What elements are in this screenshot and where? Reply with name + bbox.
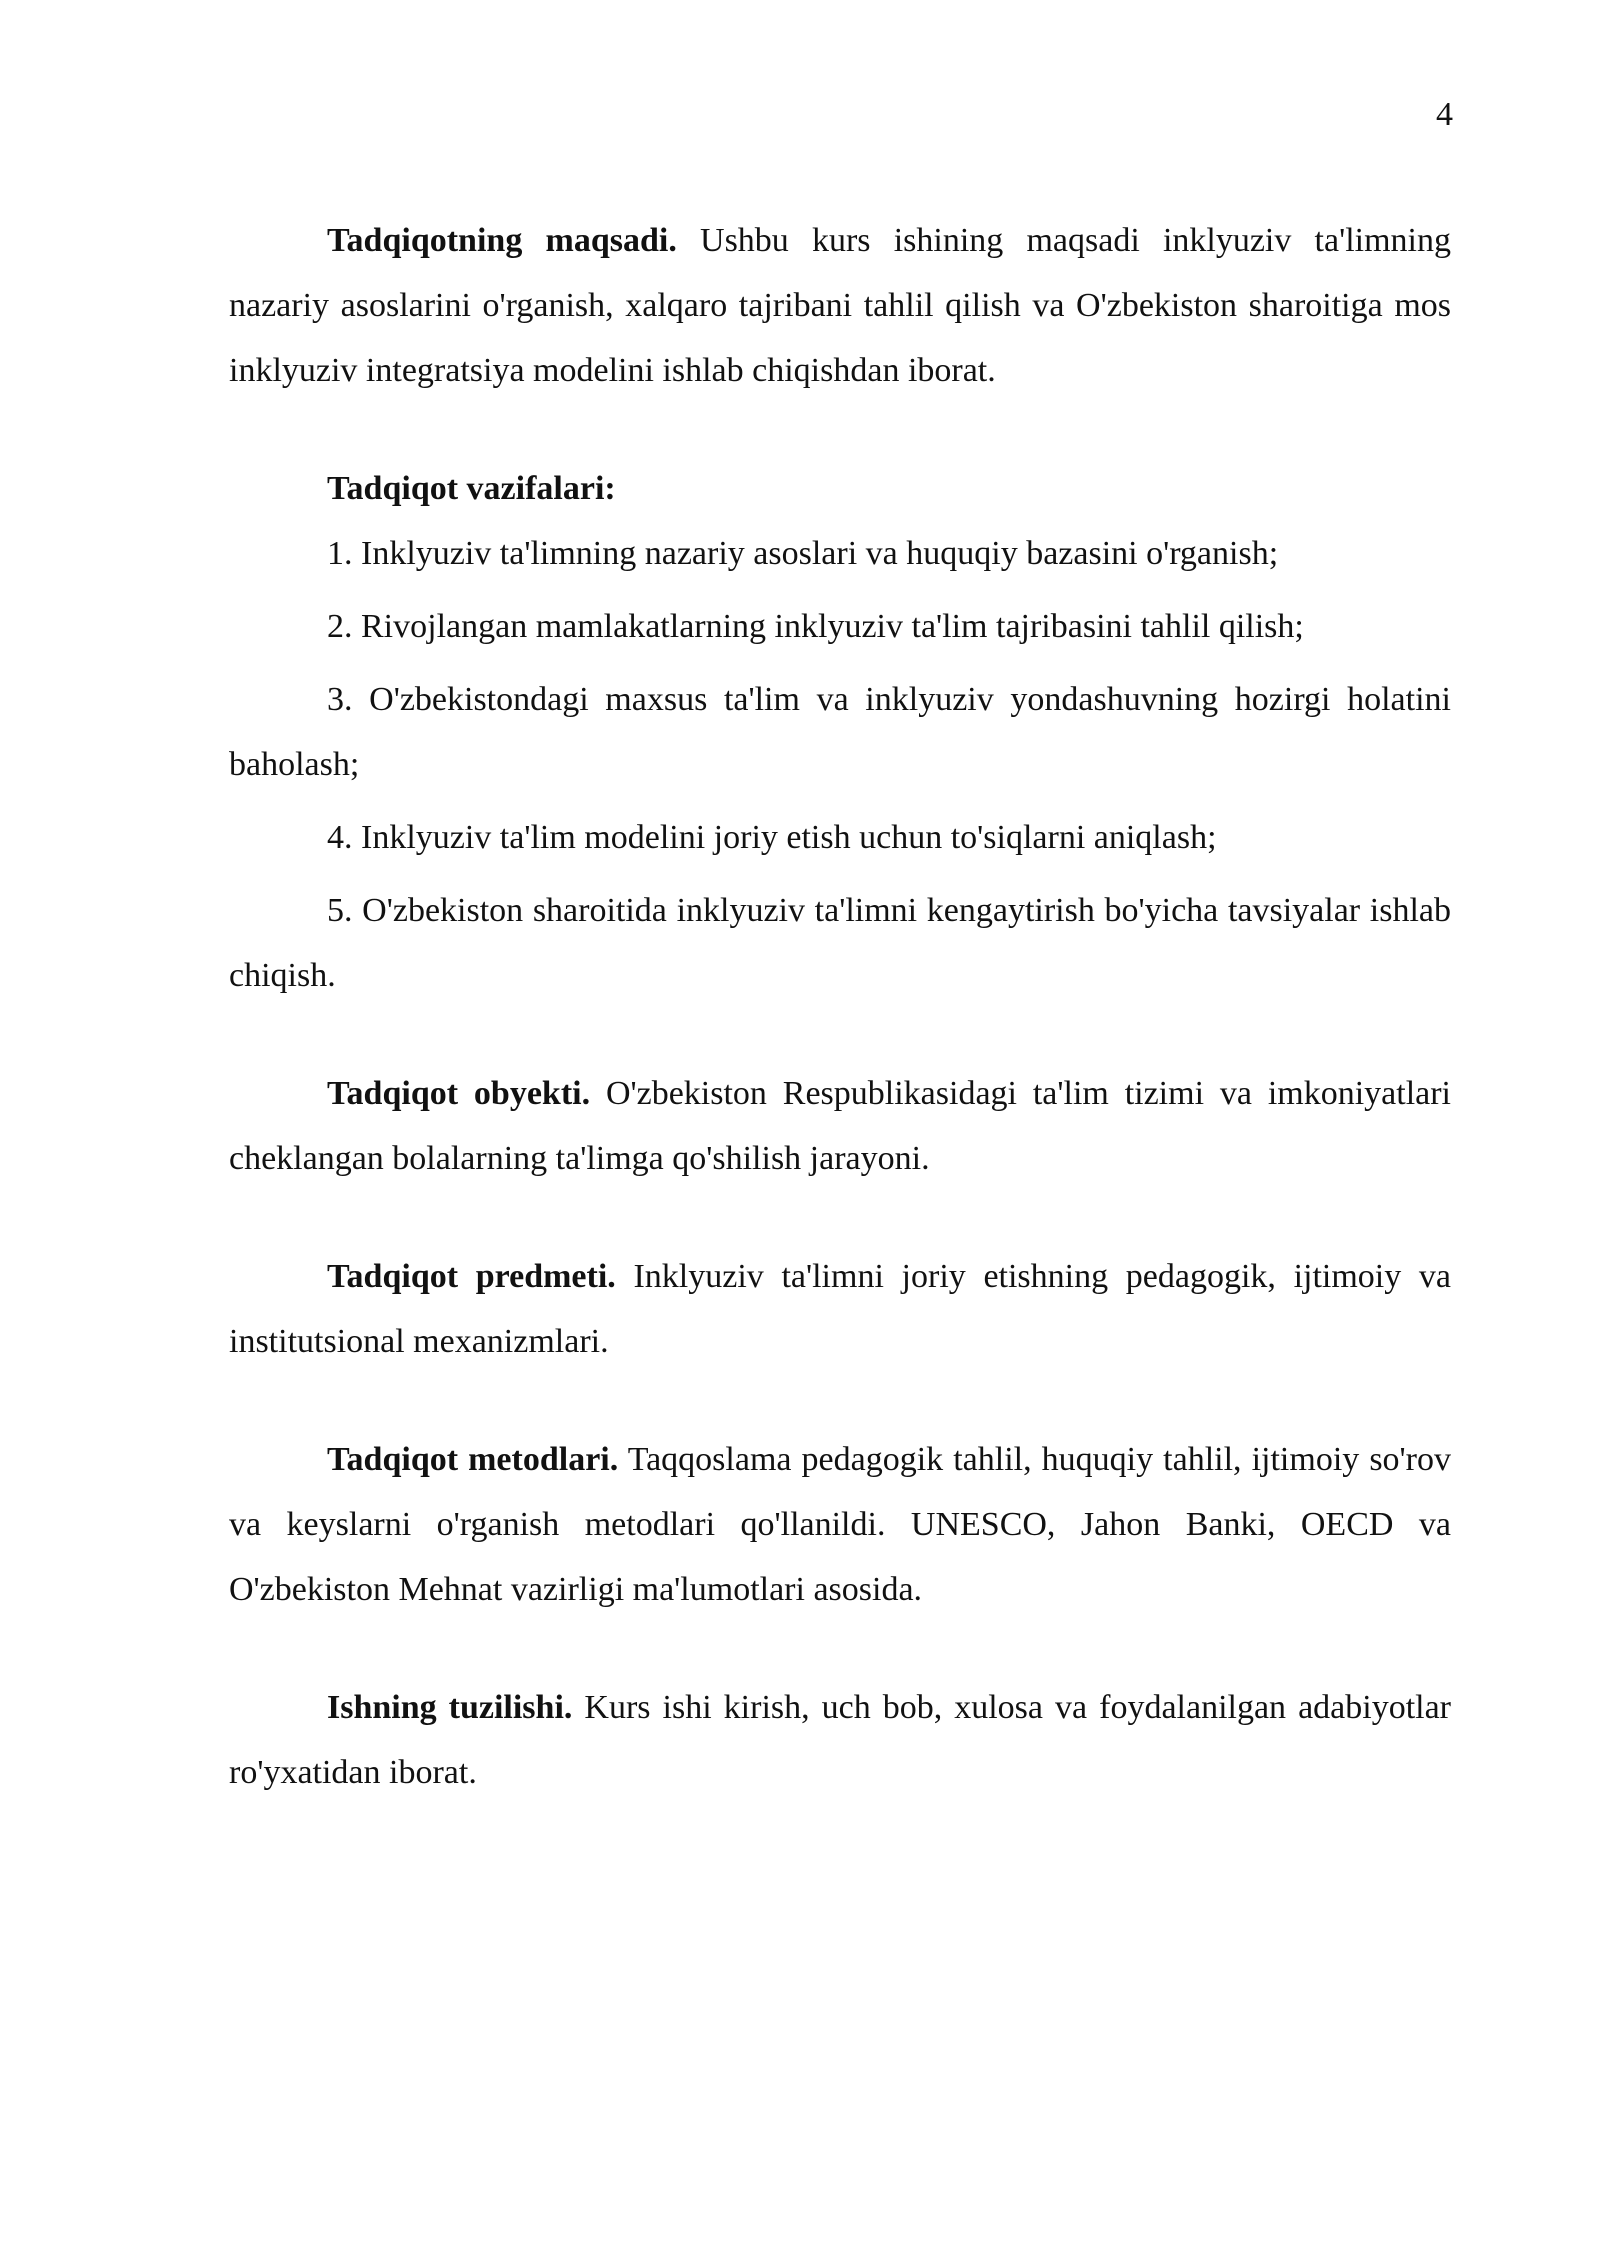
task-item-1: 1. Inklyuziv ta'limning nazariy asoslari va huquqiy bazasini o'rganish;: [327, 535, 1279, 572]
structure-paragraph: [229, 1675, 1451, 1805]
structure-text: Kurs ishi kirish, uch bob, xulosa va foydalanilgan adabiyotlar ro'yxatidan iborat.: [229, 1689, 1451, 1791]
task-item-5: 5. O'zbekiston sharoitida inklyuziv ta'limni kengaytirish bo'yicha tavsiyalar ishlab chiqish.: [229, 892, 1451, 994]
tasks-list: [229, 521, 1451, 1008]
goal-text: Ushbu kurs ishining maqsadi inklyuziv ta'limning nazariy asoslarini o'rganish, xalqaro tajribani tahlil qilish va O'zbekiston sharoitiga mos inklyuziv integratsiya modelini ishlab chiqishdan iborat.: [229, 222, 1452, 389]
section-spacer: [229, 403, 1451, 456]
structure-heading: Ishning tuzilishi.: [327, 1689, 573, 1726]
goal-heading: Tadqiqotning maqsadi.: [327, 222, 677, 259]
section-spacer: [229, 1008, 1451, 1061]
object-paragraph: [229, 1061, 1451, 1191]
object-heading: Tadqiqot obyekti.: [327, 1075, 591, 1112]
page-number: 4: [1436, 96, 1453, 133]
subject-heading: Tadqiqot predmeti.: [327, 1258, 616, 1295]
document-body: [229, 208, 1451, 1805]
section-spacer: [229, 1191, 1451, 1244]
tasks-heading: Tadqiqot vazifalari:: [327, 470, 616, 507]
subject-paragraph: [229, 1244, 1451, 1374]
task-item-2: 2. Rivojlangan mamlakatlarning inklyuziv ta'lim tajribasini tahlil qilish;: [327, 608, 1304, 645]
task-item-3: 3. O'zbekistondagi maxsus ta'lim va inklyuziv yondashuvning hozirgi holatini baholash;: [229, 681, 1451, 783]
methods-paragraph: [229, 1427, 1451, 1622]
goal-paragraph: [229, 208, 1451, 403]
methods-heading: Tadqiqot metodlari.: [327, 1441, 619, 1478]
section-spacer: [229, 1374, 1451, 1427]
methods-text: Taqqoslama pedagogik tahlil, huquqiy tahlil, ijtimoiy so'rov va keyslarni o'rganish metodlari qo'llanildi. UNESCO, Jahon Banki, OECD va O'zbekiston Mehnat vazirligi ma'lumotlari asosida.: [229, 1441, 1451, 1608]
subject-text: Inklyuziv ta'limni joriy etishning pedagogik, ijtimoiy va institutsional mexanizmlari.: [229, 1258, 1451, 1360]
object-text: O'zbekiston Respublikasidagi ta'lim tizimi va imkoniyatlari cheklangan bolalarning ta'limga qo'shilish jarayoni.: [229, 1075, 1452, 1177]
task-item-4: 4. Inklyuziv ta'lim modelini joriy etish uchun to'siqlarni aniqlash;: [327, 819, 1217, 856]
section-spacer: [229, 1622, 1451, 1675]
